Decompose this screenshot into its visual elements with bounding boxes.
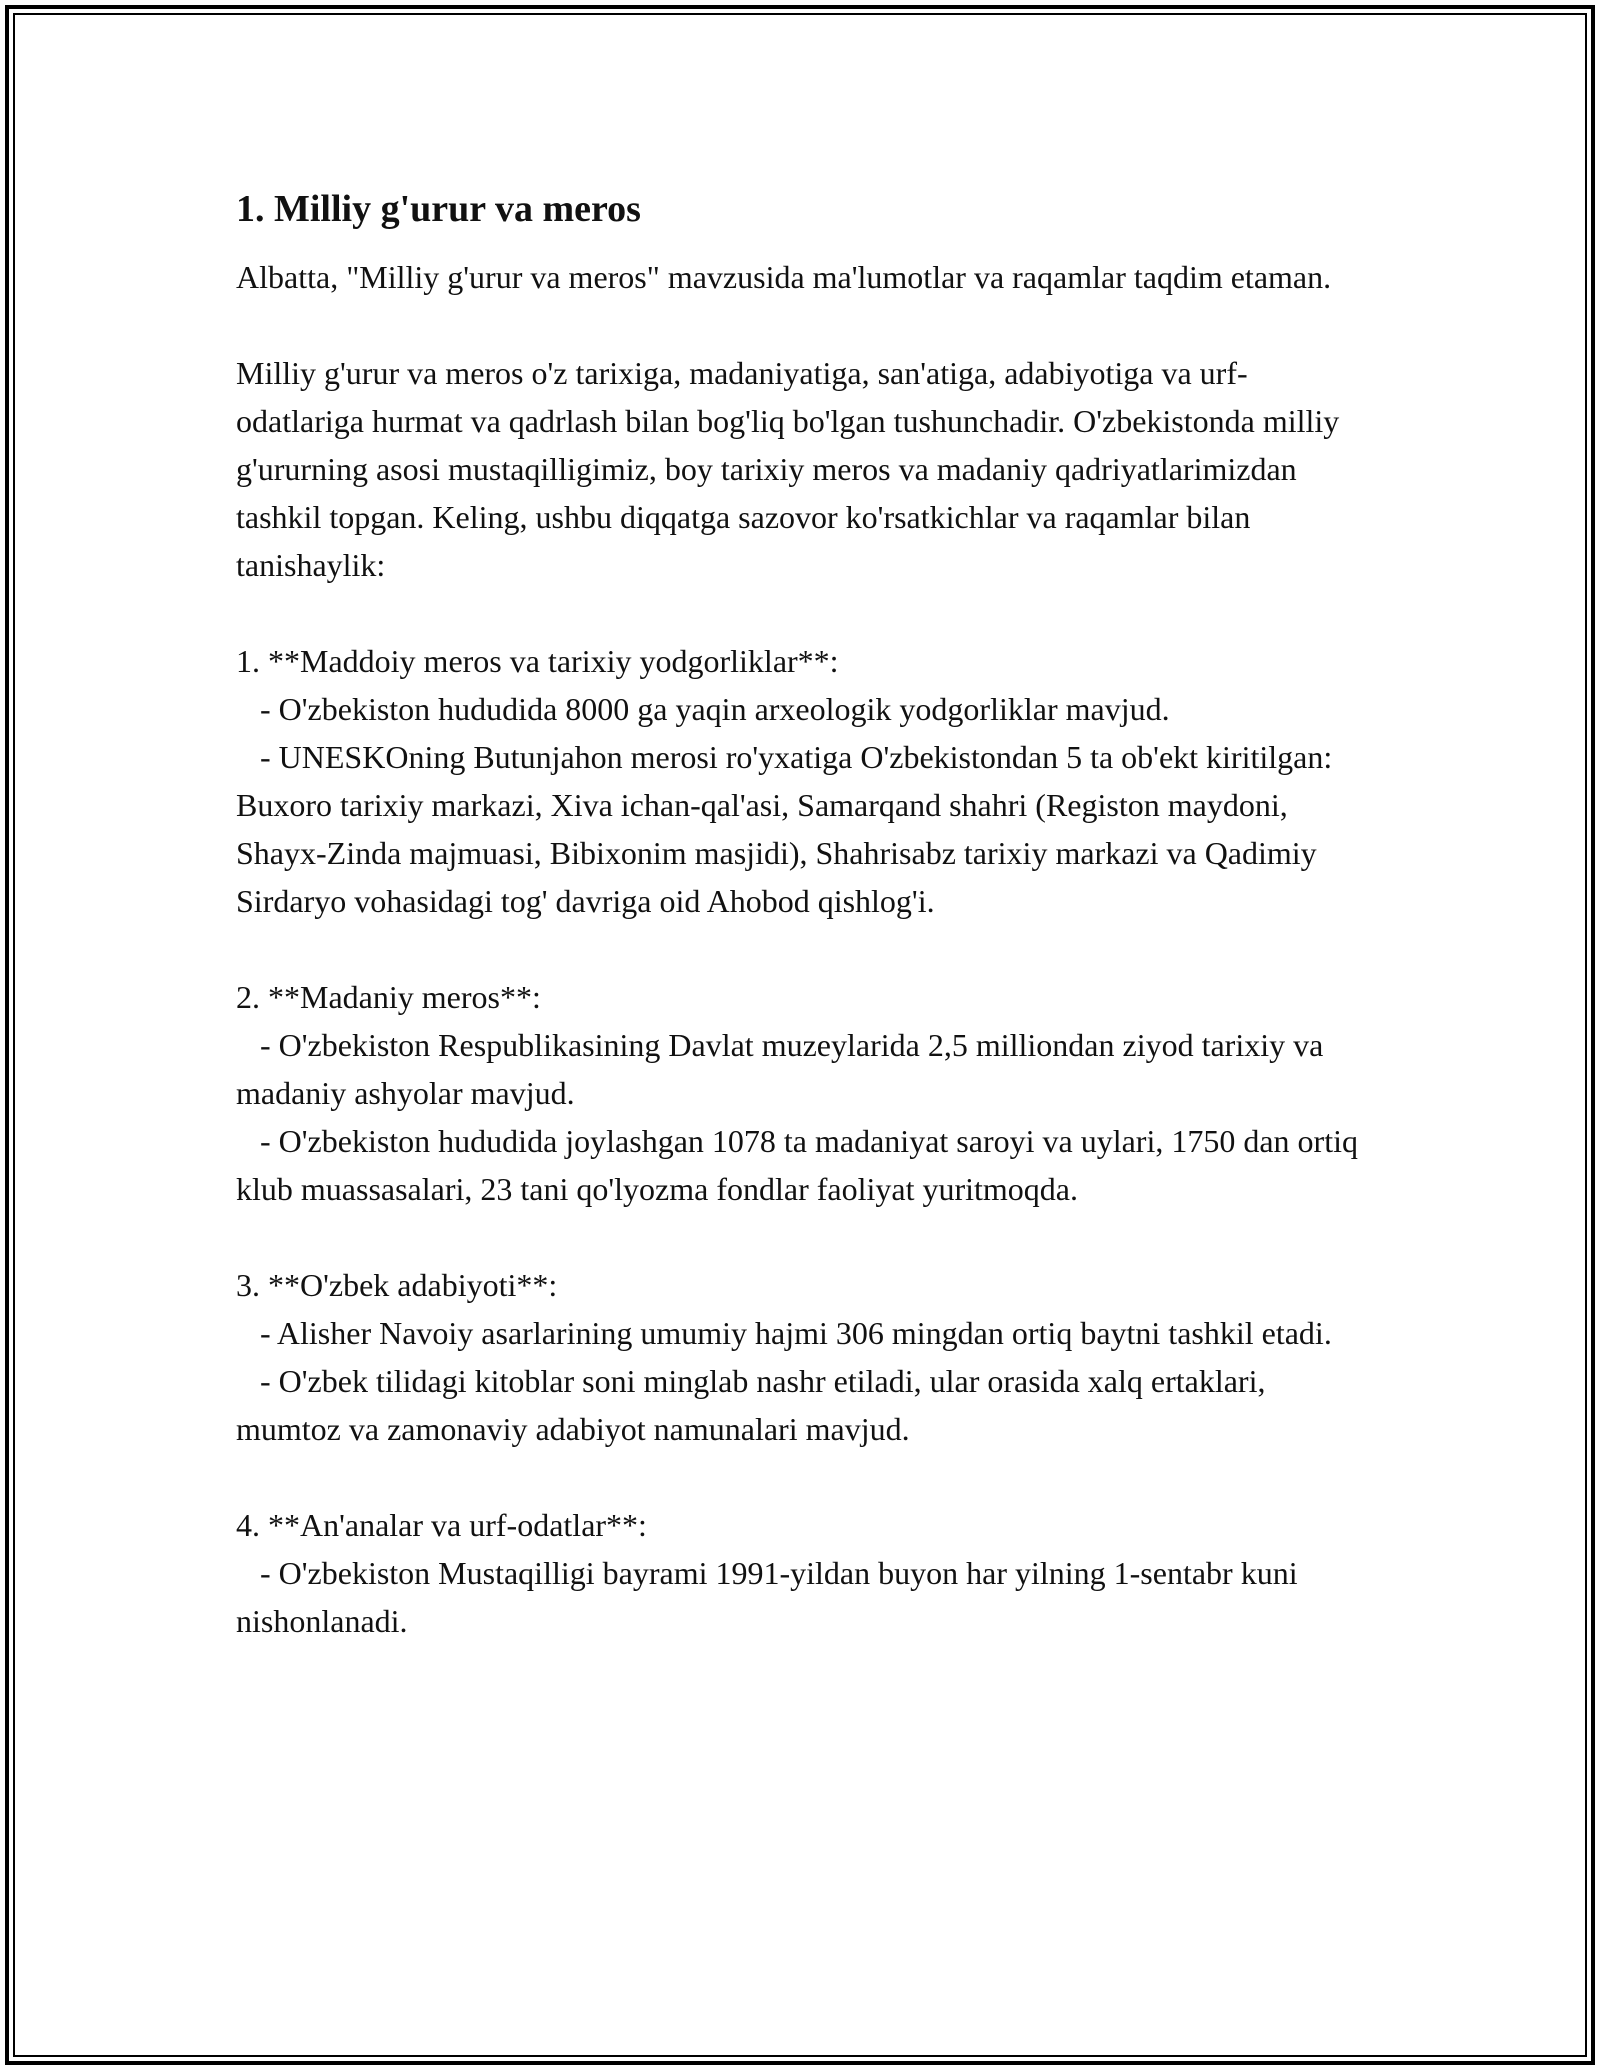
- section-traditions: [236, 1501, 1366, 1645]
- list-item: - UNESKOning Butunjahon merosi ro'yxatiga O'zbekistondan 5 ta ob'ekt kiritilgan: Buxoro tarixiy markazi, Xiva ichan-qal'asi, Samarqand shahri (Registon maydoni, Shayx-Zinda majmuasi, Bibixonim masjidi), Shahrisabz tarixiy markazi va Qadimiy Sirdaryo vohasidagi tog' davriga oid Ahobod qishlog'i.: [236, 739, 1341, 919]
- section-cultural-heritage: [236, 973, 1366, 1213]
- list-item: - O'zbekiston hududida joylashgan 1078 ta madaniyat saroyi va uylari, 1750 dan ortiq klub muassasalari, 23 tani qo'lyozma fondlar faoliyat yuritmoqda.: [236, 1123, 1366, 1207]
- section-title: 4. **An'analar va urf-odatlar**:: [236, 1507, 647, 1543]
- section-title: 3. **O'zbek adabiyoti**:: [236, 1267, 558, 1303]
- list-item: - O'zbek tilidagi kitoblar soni minglab nashr etiladi, ular orasida xalq ertaklari, mumtoz va zamonaviy adabiyot namunalari mavjud.: [236, 1363, 1274, 1447]
- page-title: 1. Milliy g'urur va meros: [236, 188, 641, 230]
- document-body: [236, 185, 1366, 1693]
- intro-paragraph: Albatta, "Milliy g'urur va meros" mavzusida ma'lumotlar va raqamlar taqdim etaman.: [236, 259, 1332, 295]
- overview-paragraph: Milliy g'urur va meros o'z tarixiga, madaniyatiga, san'atiga, adabiyotiga va urf-odatlariga hurmat va qadrlash bilan bog'liq bo'lgan tushunchadir. O'zbekistonda milliy g'ururning asosi mustaqilligimiz, boy tarixiy meros va madaniy qadriyatlarimizdan tashkil topgan. Keling, ushbu diqqatga sazovor ko'rsatkichlar va raqamlar bilan tanishaylik:: [236, 355, 1340, 583]
- list-item: - Alisher Navoiy asarlarining umumiy hajmi 306 mingdan ortiq baytni tashkil etadi.: [236, 1315, 1332, 1351]
- section-title: 1. **Maddoiy meros va tarixiy yodgorliklar**:: [236, 643, 839, 679]
- section-title: 2. **Madaniy meros**:: [236, 979, 541, 1015]
- section-uzbek-literature: [236, 1261, 1366, 1453]
- list-item: - O'zbekiston Mustaqilligi bayrami 1991-yildan buyon har yilning 1-sentabr kuni nishonlanadi.: [236, 1555, 1306, 1639]
- list-item: - O'zbekiston Respublikasining Davlat muzeylarida 2,5 milliondan ziyod tarixiy va madaniy ashyolar mavjud.: [236, 1027, 1332, 1111]
- section-material-heritage: [236, 637, 1366, 925]
- list-item: - O'zbekiston hududida 8000 ga yaqin arxeologik yodgorliklar mavjud.: [236, 691, 1170, 727]
